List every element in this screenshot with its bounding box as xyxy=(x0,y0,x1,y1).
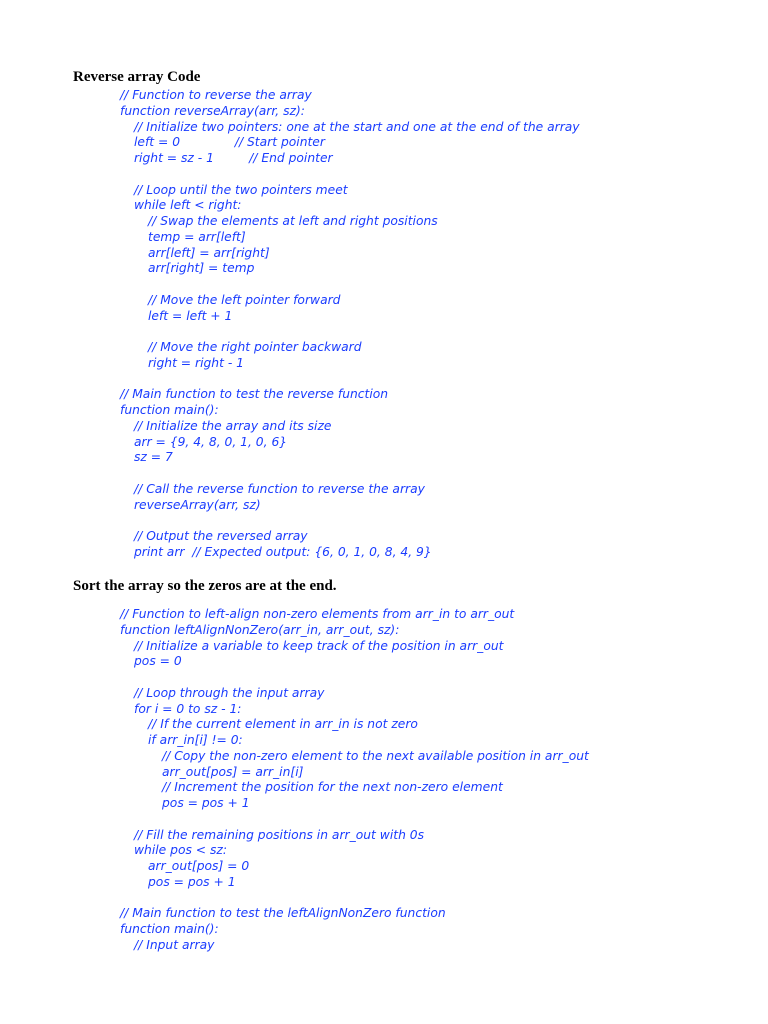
code-line: // Loop until the two pointers meet xyxy=(134,182,348,197)
code-line: arr = {9, 4, 8, 0, 1, 0, 6} xyxy=(134,434,288,449)
section-heading-reverse-array: Reverse array Code xyxy=(73,69,201,85)
code-line: function reverseArray(arr, sz): xyxy=(120,103,305,118)
code-line: // If the current element in arr_in is not zero xyxy=(148,717,418,732)
code-line: pos = 0 xyxy=(134,654,182,669)
code-line: right = sz - 1 // End pointer xyxy=(134,151,333,165)
code-line: arr[right] = temp xyxy=(148,261,255,276)
code-line: // Move the left pointer forward xyxy=(148,292,341,307)
code-line: arr_out[pos] = 0 xyxy=(148,859,250,873)
code-line: function leftAlignNonZero(arr_in, arr_out, sz): xyxy=(120,622,400,637)
section-heading-sort-zeros: Sort the array so the zeros are at the end. xyxy=(73,578,337,594)
code-line: // Output the reversed array xyxy=(134,529,308,543)
code-line: // Main function to test the reverse function xyxy=(120,387,389,402)
code-line: while pos < sz: xyxy=(134,843,228,858)
code-line: function main(): xyxy=(120,922,219,936)
code-line: // Copy the non-zero element to the next available position in arr_out xyxy=(162,748,589,763)
code-line: left = 0 // Start pointer xyxy=(134,135,325,150)
code-line: temp = arr[left] xyxy=(148,229,246,244)
code-line: print arr // Expected output: {6, 0, 1, 0, 8, 4, 9} xyxy=(134,544,432,559)
code-line: // Fill the remaining positions in arr_out with 0s xyxy=(134,827,424,842)
code-line: pos = pos + 1 xyxy=(162,796,250,810)
code-line: // Function to left-align non-zero elements from arr_in to arr_out xyxy=(120,607,515,621)
code-line: // Initialize a variable to keep track of the position in arr_out xyxy=(134,638,504,653)
code-line: // Move the right pointer backward xyxy=(148,340,362,354)
code-line: function main(): xyxy=(120,403,219,417)
code-line: for i = 0 to sz - 1: xyxy=(134,701,242,716)
code-line: // Loop through the input array xyxy=(134,685,325,700)
code-line: arr[left] = arr[right] xyxy=(148,245,270,260)
code-line: // Swap the elements at left and right positions xyxy=(148,214,438,228)
code-line: left = left + 1 xyxy=(148,308,233,323)
code-line: while left < right: xyxy=(134,198,242,213)
code-line: arr_out[pos] = arr_in[i] xyxy=(162,764,304,779)
code-line: // Initialize the array and its size xyxy=(134,418,332,433)
code-line: // Increment the position for the next non-zero element xyxy=(162,780,503,795)
code-line: // Call the reverse function to reverse the array xyxy=(134,481,425,496)
code-line: // Main function to test the leftAlignNonZero function xyxy=(120,906,446,921)
code-line: sz = 7 xyxy=(134,450,173,465)
code-line: pos = pos + 1 xyxy=(148,874,236,889)
code-line: // Function to reverse the array xyxy=(120,88,312,102)
code-line: // Initialize two pointers: one at the start and one at the end of the array xyxy=(134,119,580,134)
code-line: if arr_in[i] != 0: xyxy=(148,733,243,747)
code-line: right = right - 1 xyxy=(148,355,244,370)
code-line: reverseArray(arr, sz) xyxy=(134,497,261,512)
code-line: // Input array xyxy=(134,937,215,952)
